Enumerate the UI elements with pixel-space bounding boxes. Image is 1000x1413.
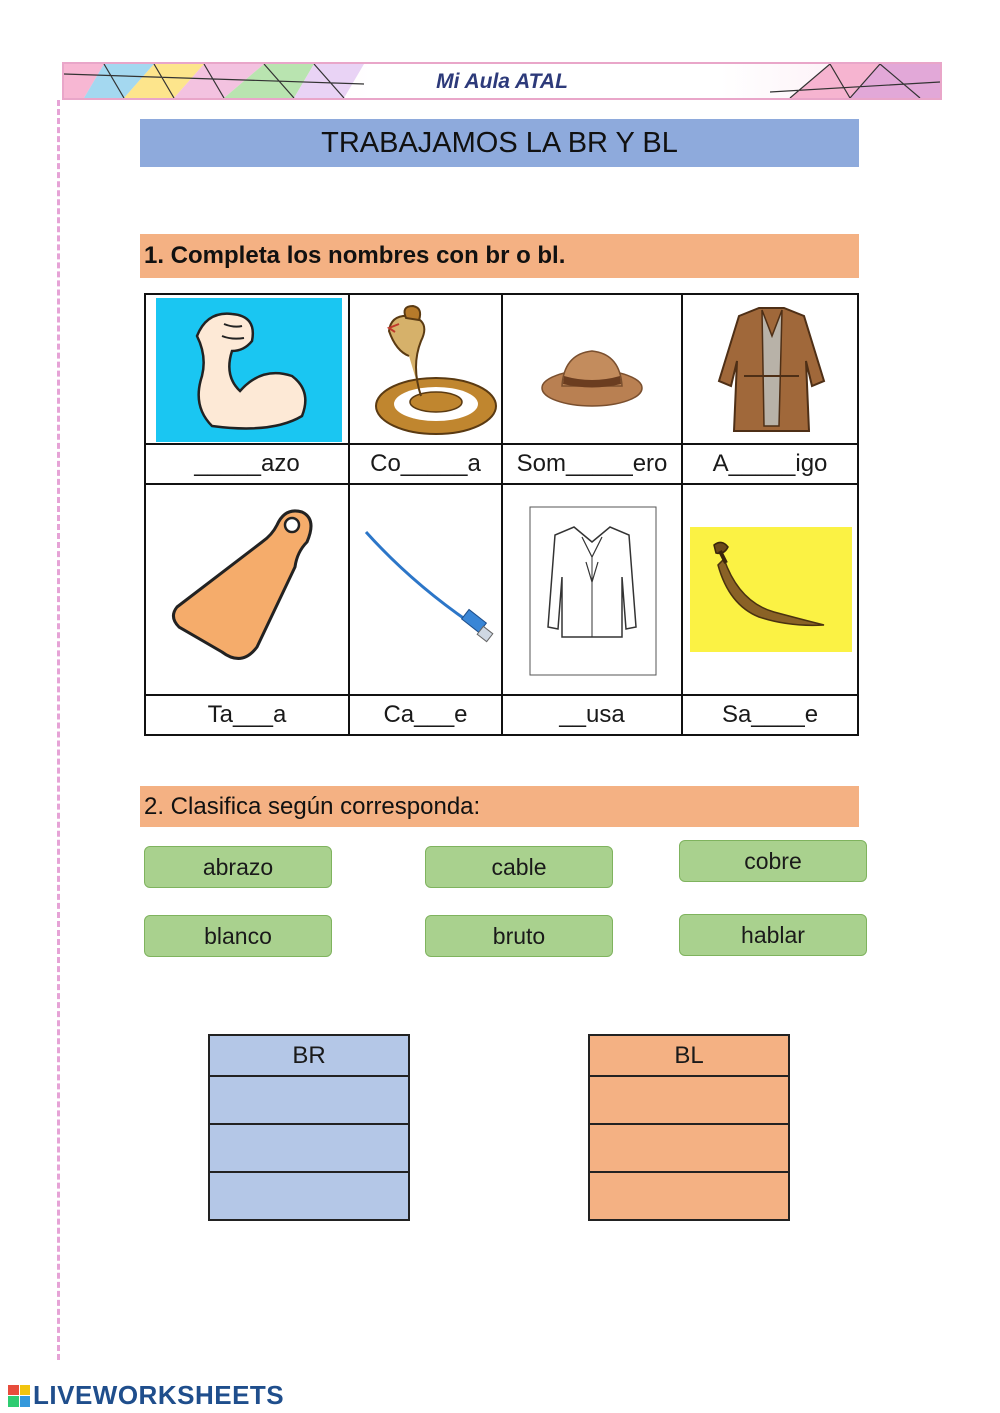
bl-header: BL [589,1035,789,1076]
word-blank-4[interactable]: A_____igo [682,444,858,484]
word-chip-abrazo[interactable]: abrazo [144,846,332,888]
br-drop-slot-1[interactable] [209,1076,409,1124]
bl-drop-slot-2[interactable] [589,1124,789,1172]
arm-cell [145,294,349,444]
sabre-cell [682,484,858,695]
br-drop-slot-3[interactable] [209,1172,409,1220]
exercise1-heading: 1. Completa los nombres con br o bl. [140,234,859,278]
cutting-board-cell [145,484,349,695]
word-blank-8[interactable]: Sa____e [682,695,858,735]
br-header: BR [209,1035,409,1076]
word-chip-bruto[interactable]: bruto [425,915,613,957]
header-banner [62,62,942,100]
cable-cell [349,484,502,695]
br-drop-slot-2[interactable] [209,1124,409,1172]
cobra-icon [351,296,501,442]
bl-drop-slot-3[interactable] [589,1172,789,1220]
blouse-cell [502,484,682,695]
cutting-board-icon [147,487,347,692]
word-blank-5[interactable]: Ta___a [145,695,349,735]
word-chip-cable[interactable]: cable [425,846,613,888]
banner-text: Mi Aula ATAL [436,70,568,93]
coat-cell [682,294,858,444]
br-answer-table [208,1034,410,1221]
exercise2-heading: 2. Clasifica según corresponda: [140,786,859,827]
word-blank-3[interactable]: Som_____ero [502,444,682,484]
word-blank-2[interactable]: Co_____a [349,444,502,484]
hat-icon [504,296,680,442]
word-chip-hablar[interactable]: hablar [679,914,867,956]
page-title: TRABAJAMOS LA BR Y BL [140,119,859,167]
word-blank-6[interactable]: Ca___e [349,695,502,735]
arm-icon [152,296,342,442]
liveworksheets-logo-icon [8,1385,30,1407]
word-chip-blanco[interactable]: blanco [144,915,332,957]
cable-icon [351,487,501,692]
cobra-cell [349,294,502,444]
word-blank-7[interactable]: __usa [502,695,682,735]
word-chip-cobre[interactable]: cobre [679,840,867,882]
word-blank-1[interactable]: _____azo [145,444,349,484]
bl-answer-table [588,1034,790,1221]
footer-brand [8,1380,284,1411]
footer-brand-text: LIVEWORKSHEETS [33,1380,285,1410]
hat-cell [502,294,682,444]
left-margin-line [57,100,60,1360]
bl-drop-slot-1[interactable] [589,1076,789,1124]
blouse-icon [504,487,680,692]
exercise1-grid [144,293,857,732]
sabre-icon [684,487,856,692]
coat-icon [684,296,856,442]
